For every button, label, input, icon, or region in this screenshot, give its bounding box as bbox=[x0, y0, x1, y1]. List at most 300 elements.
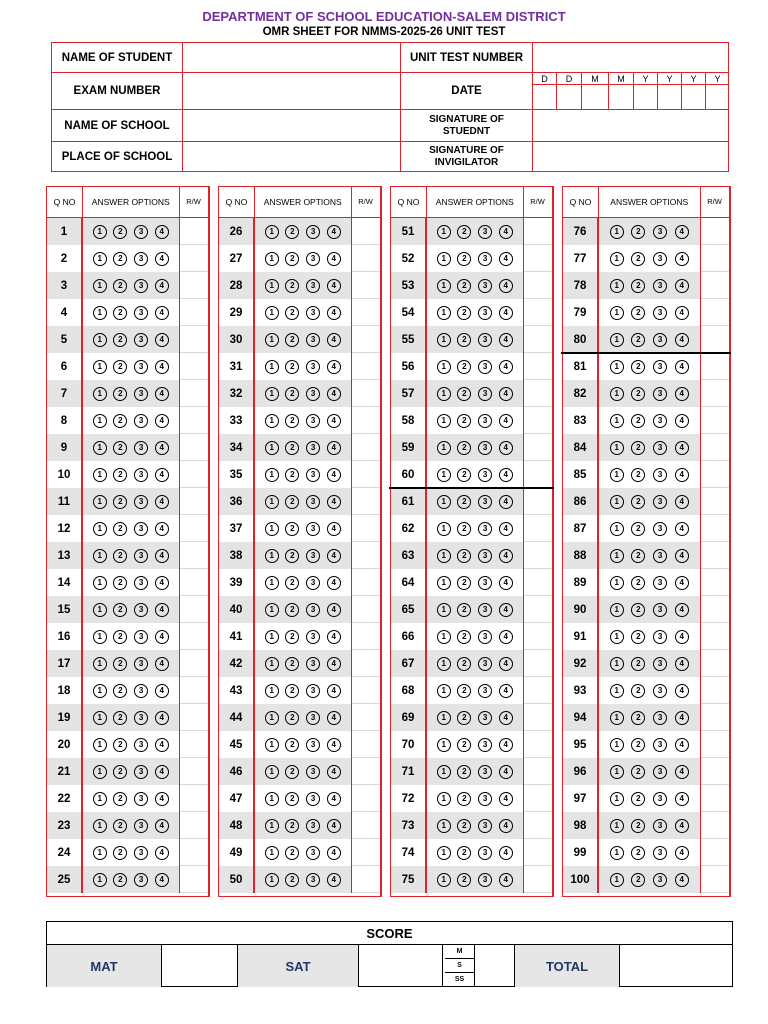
total-score-field[interactable] bbox=[620, 945, 733, 987]
option-bubble-1[interactable]: 1 bbox=[265, 441, 279, 455]
option-bubble-2[interactable]: 2 bbox=[457, 387, 471, 401]
option-bubble-3[interactable]: 3 bbox=[306, 684, 320, 698]
rw-box[interactable] bbox=[352, 731, 380, 758]
rw-box[interactable] bbox=[352, 299, 380, 326]
option-bubble-1[interactable]: 1 bbox=[610, 387, 624, 401]
option-bubble-2[interactable]: 2 bbox=[457, 441, 471, 455]
option-bubble-2[interactable]: 2 bbox=[457, 495, 471, 509]
option-bubble-1[interactable]: 1 bbox=[610, 468, 624, 482]
option-bubble-1[interactable]: 1 bbox=[93, 414, 107, 428]
option-bubble-4[interactable]: 4 bbox=[675, 441, 689, 455]
option-bubble-4[interactable]: 4 bbox=[327, 549, 341, 563]
option-bubble-4[interactable]: 4 bbox=[499, 630, 513, 644]
option-bubble-2[interactable]: 2 bbox=[285, 549, 299, 563]
rw-box[interactable] bbox=[701, 569, 729, 596]
option-bubble-2[interactable]: 2 bbox=[457, 333, 471, 347]
option-bubble-2[interactable]: 2 bbox=[285, 333, 299, 347]
option-bubble-1[interactable]: 1 bbox=[610, 441, 624, 455]
option-bubble-2[interactable]: 2 bbox=[631, 657, 645, 671]
option-bubble-2[interactable]: 2 bbox=[631, 846, 645, 860]
option-bubble-2[interactable]: 2 bbox=[457, 738, 471, 752]
rw-box[interactable] bbox=[352, 218, 380, 245]
option-bubble-3[interactable]: 3 bbox=[306, 441, 320, 455]
option-bubble-1[interactable]: 1 bbox=[265, 360, 279, 374]
option-bubble-3[interactable]: 3 bbox=[478, 792, 492, 806]
option-bubble-1[interactable]: 1 bbox=[437, 522, 451, 536]
option-bubble-4[interactable]: 4 bbox=[155, 630, 169, 644]
option-bubble-4[interactable]: 4 bbox=[499, 414, 513, 428]
option-bubble-2[interactable]: 2 bbox=[631, 306, 645, 320]
option-bubble-2[interactable]: 2 bbox=[113, 846, 127, 860]
rw-box[interactable] bbox=[180, 326, 208, 353]
option-bubble-4[interactable]: 4 bbox=[155, 495, 169, 509]
option-bubble-2[interactable]: 2 bbox=[113, 711, 127, 725]
rw-box[interactable] bbox=[701, 434, 729, 461]
option-bubble-4[interactable]: 4 bbox=[155, 819, 169, 833]
signature-student-field[interactable] bbox=[533, 110, 729, 142]
option-bubble-3[interactable]: 3 bbox=[134, 873, 148, 887]
option-bubble-3[interactable]: 3 bbox=[653, 306, 667, 320]
option-bubble-3[interactable]: 3 bbox=[653, 495, 667, 509]
option-bubble-3[interactable]: 3 bbox=[134, 252, 148, 266]
option-bubble-1[interactable]: 1 bbox=[265, 630, 279, 644]
option-bubble-3[interactable]: 3 bbox=[653, 657, 667, 671]
option-bubble-2[interactable]: 2 bbox=[631, 495, 645, 509]
option-bubble-1[interactable]: 1 bbox=[437, 225, 451, 239]
option-bubble-4[interactable]: 4 bbox=[499, 819, 513, 833]
option-bubble-4[interactable]: 4 bbox=[155, 306, 169, 320]
rw-box[interactable] bbox=[180, 407, 208, 434]
option-bubble-1[interactable]: 1 bbox=[265, 549, 279, 563]
rw-box[interactable] bbox=[352, 272, 380, 299]
option-bubble-4[interactable]: 4 bbox=[155, 468, 169, 482]
option-bubble-3[interactable]: 3 bbox=[134, 414, 148, 428]
option-bubble-4[interactable]: 4 bbox=[499, 792, 513, 806]
rw-box[interactable] bbox=[701, 407, 729, 434]
sat-score-field[interactable] bbox=[359, 945, 443, 987]
option-bubble-4[interactable]: 4 bbox=[327, 792, 341, 806]
rw-box[interactable] bbox=[352, 569, 380, 596]
rw-box[interactable] bbox=[352, 785, 380, 812]
option-bubble-1[interactable]: 1 bbox=[93, 711, 107, 725]
option-bubble-1[interactable]: 1 bbox=[93, 603, 107, 617]
option-bubble-1[interactable]: 1 bbox=[437, 387, 451, 401]
option-bubble-2[interactable]: 2 bbox=[457, 414, 471, 428]
date-digit-box[interactable] bbox=[634, 85, 658, 110]
option-bubble-1[interactable]: 1 bbox=[93, 576, 107, 590]
option-bubble-2[interactable]: 2 bbox=[113, 279, 127, 293]
rw-box[interactable] bbox=[701, 542, 729, 569]
option-bubble-4[interactable]: 4 bbox=[675, 765, 689, 779]
option-bubble-4[interactable]: 4 bbox=[675, 576, 689, 590]
option-bubble-4[interactable]: 4 bbox=[675, 738, 689, 752]
option-bubble-2[interactable]: 2 bbox=[631, 765, 645, 779]
option-bubble-4[interactable]: 4 bbox=[327, 738, 341, 752]
option-bubble-1[interactable]: 1 bbox=[93, 360, 107, 374]
date-digit-box[interactable] bbox=[557, 85, 582, 110]
rw-box[interactable] bbox=[701, 245, 729, 272]
option-bubble-3[interactable]: 3 bbox=[478, 576, 492, 590]
option-bubble-3[interactable]: 3 bbox=[134, 846, 148, 860]
rw-box[interactable] bbox=[180, 758, 208, 785]
option-bubble-2[interactable]: 2 bbox=[285, 873, 299, 887]
option-bubble-1[interactable]: 1 bbox=[610, 333, 624, 347]
option-bubble-2[interactable]: 2 bbox=[457, 576, 471, 590]
rw-box[interactable] bbox=[180, 542, 208, 569]
option-bubble-2[interactable]: 2 bbox=[285, 765, 299, 779]
option-bubble-3[interactable]: 3 bbox=[134, 306, 148, 320]
rw-box[interactable] bbox=[524, 488, 552, 515]
date-digit-box[interactable] bbox=[609, 85, 634, 110]
option-bubble-3[interactable]: 3 bbox=[653, 522, 667, 536]
option-bubble-4[interactable]: 4 bbox=[499, 522, 513, 536]
rw-box[interactable] bbox=[701, 812, 729, 839]
option-bubble-3[interactable]: 3 bbox=[134, 738, 148, 752]
option-bubble-4[interactable]: 4 bbox=[155, 414, 169, 428]
option-bubble-2[interactable]: 2 bbox=[631, 819, 645, 833]
option-bubble-4[interactable]: 4 bbox=[499, 711, 513, 725]
option-bubble-1[interactable]: 1 bbox=[93, 549, 107, 563]
rw-box[interactable] bbox=[524, 704, 552, 731]
rw-box[interactable] bbox=[180, 299, 208, 326]
option-bubble-2[interactable]: 2 bbox=[285, 522, 299, 536]
date-digit-box[interactable] bbox=[706, 85, 729, 110]
option-bubble-4[interactable]: 4 bbox=[675, 549, 689, 563]
option-bubble-2[interactable]: 2 bbox=[457, 306, 471, 320]
option-bubble-4[interactable]: 4 bbox=[499, 252, 513, 266]
option-bubble-1[interactable]: 1 bbox=[437, 495, 451, 509]
option-bubble-1[interactable]: 1 bbox=[437, 360, 451, 374]
option-bubble-3[interactable]: 3 bbox=[478, 765, 492, 779]
option-bubble-4[interactable]: 4 bbox=[327, 387, 341, 401]
option-bubble-3[interactable]: 3 bbox=[478, 306, 492, 320]
option-bubble-1[interactable]: 1 bbox=[610, 846, 624, 860]
option-bubble-2[interactable]: 2 bbox=[113, 549, 127, 563]
option-bubble-4[interactable]: 4 bbox=[327, 603, 341, 617]
option-bubble-3[interactable]: 3 bbox=[306, 657, 320, 671]
option-bubble-4[interactable]: 4 bbox=[499, 657, 513, 671]
option-bubble-1[interactable]: 1 bbox=[265, 306, 279, 320]
option-bubble-1[interactable]: 1 bbox=[437, 252, 451, 266]
option-bubble-3[interactable]: 3 bbox=[653, 873, 667, 887]
option-bubble-1[interactable]: 1 bbox=[265, 711, 279, 725]
option-bubble-1[interactable]: 1 bbox=[610, 225, 624, 239]
option-bubble-4[interactable]: 4 bbox=[675, 279, 689, 293]
option-bubble-3[interactable]: 3 bbox=[134, 819, 148, 833]
option-bubble-4[interactable]: 4 bbox=[675, 360, 689, 374]
rw-box[interactable] bbox=[180, 488, 208, 515]
rw-box[interactable] bbox=[180, 785, 208, 812]
option-bubble-3[interactable]: 3 bbox=[478, 441, 492, 455]
option-bubble-4[interactable]: 4 bbox=[499, 873, 513, 887]
option-bubble-4[interactable]: 4 bbox=[327, 360, 341, 374]
option-bubble-2[interactable]: 2 bbox=[113, 387, 127, 401]
option-bubble-3[interactable]: 3 bbox=[134, 765, 148, 779]
option-bubble-3[interactable]: 3 bbox=[478, 495, 492, 509]
option-bubble-2[interactable]: 2 bbox=[457, 792, 471, 806]
option-bubble-4[interactable]: 4 bbox=[155, 792, 169, 806]
option-bubble-2[interactable]: 2 bbox=[631, 279, 645, 293]
option-bubble-2[interactable]: 2 bbox=[285, 495, 299, 509]
rw-box[interactable] bbox=[352, 677, 380, 704]
option-bubble-3[interactable]: 3 bbox=[478, 738, 492, 752]
option-bubble-1[interactable]: 1 bbox=[265, 225, 279, 239]
rw-box[interactable] bbox=[701, 353, 729, 380]
option-bubble-4[interactable]: 4 bbox=[675, 333, 689, 347]
option-bubble-1[interactable]: 1 bbox=[610, 306, 624, 320]
option-bubble-4[interactable]: 4 bbox=[675, 792, 689, 806]
option-bubble-3[interactable]: 3 bbox=[478, 333, 492, 347]
rw-box[interactable] bbox=[352, 812, 380, 839]
option-bubble-1[interactable]: 1 bbox=[265, 468, 279, 482]
option-bubble-1[interactable]: 1 bbox=[265, 657, 279, 671]
option-bubble-3[interactable]: 3 bbox=[134, 333, 148, 347]
rw-box[interactable] bbox=[352, 623, 380, 650]
option-bubble-4[interactable]: 4 bbox=[155, 360, 169, 374]
option-bubble-3[interactable]: 3 bbox=[306, 279, 320, 293]
option-bubble-4[interactable]: 4 bbox=[327, 414, 341, 428]
option-bubble-4[interactable]: 4 bbox=[675, 603, 689, 617]
option-bubble-2[interactable]: 2 bbox=[285, 792, 299, 806]
rw-box[interactable] bbox=[701, 623, 729, 650]
option-bubble-1[interactable]: 1 bbox=[437, 684, 451, 698]
option-bubble-2[interactable]: 2 bbox=[457, 603, 471, 617]
option-bubble-3[interactable]: 3 bbox=[478, 684, 492, 698]
option-bubble-4[interactable]: 4 bbox=[327, 522, 341, 536]
option-bubble-1[interactable]: 1 bbox=[93, 873, 107, 887]
option-bubble-1[interactable]: 1 bbox=[265, 603, 279, 617]
option-bubble-4[interactable]: 4 bbox=[499, 765, 513, 779]
option-bubble-2[interactable]: 2 bbox=[285, 252, 299, 266]
option-bubble-4[interactable]: 4 bbox=[155, 333, 169, 347]
option-bubble-1[interactable]: 1 bbox=[610, 873, 624, 887]
option-bubble-4[interactable]: 4 bbox=[499, 576, 513, 590]
rw-box[interactable] bbox=[180, 650, 208, 677]
option-bubble-4[interactable]: 4 bbox=[155, 279, 169, 293]
option-bubble-4[interactable]: 4 bbox=[327, 684, 341, 698]
rw-box[interactable] bbox=[352, 380, 380, 407]
option-bubble-3[interactable]: 3 bbox=[306, 333, 320, 347]
rw-box[interactable] bbox=[524, 866, 552, 893]
option-bubble-4[interactable]: 4 bbox=[327, 279, 341, 293]
option-bubble-1[interactable]: 1 bbox=[437, 603, 451, 617]
rw-box[interactable] bbox=[524, 542, 552, 569]
option-bubble-1[interactable]: 1 bbox=[437, 711, 451, 725]
rw-box[interactable] bbox=[180, 245, 208, 272]
option-bubble-2[interactable]: 2 bbox=[113, 225, 127, 239]
option-bubble-3[interactable]: 3 bbox=[306, 495, 320, 509]
option-bubble-4[interactable]: 4 bbox=[155, 684, 169, 698]
option-bubble-4[interactable]: 4 bbox=[499, 387, 513, 401]
option-bubble-2[interactable]: 2 bbox=[457, 711, 471, 725]
rw-box[interactable] bbox=[352, 461, 380, 488]
rw-box[interactable] bbox=[524, 515, 552, 542]
option-bubble-3[interactable]: 3 bbox=[306, 225, 320, 239]
option-bubble-1[interactable]: 1 bbox=[265, 522, 279, 536]
mat-score-field[interactable] bbox=[162, 945, 238, 987]
rw-box[interactable] bbox=[352, 407, 380, 434]
option-bubble-1[interactable]: 1 bbox=[610, 252, 624, 266]
signature-invigilator-field[interactable] bbox=[533, 142, 729, 171]
option-bubble-3[interactable]: 3 bbox=[134, 468, 148, 482]
option-bubble-3[interactable]: 3 bbox=[306, 738, 320, 752]
option-bubble-3[interactable]: 3 bbox=[478, 252, 492, 266]
option-bubble-2[interactable]: 2 bbox=[113, 765, 127, 779]
option-bubble-2[interactable]: 2 bbox=[285, 711, 299, 725]
option-bubble-3[interactable]: 3 bbox=[306, 630, 320, 644]
option-bubble-4[interactable]: 4 bbox=[675, 711, 689, 725]
option-bubble-1[interactable]: 1 bbox=[93, 306, 107, 320]
option-bubble-4[interactable]: 4 bbox=[675, 252, 689, 266]
date-digit-box[interactable] bbox=[582, 85, 609, 110]
option-bubble-4[interactable]: 4 bbox=[675, 522, 689, 536]
rw-box[interactable] bbox=[180, 569, 208, 596]
rw-box[interactable] bbox=[180, 272, 208, 299]
option-bubble-3[interactable]: 3 bbox=[478, 549, 492, 563]
option-bubble-2[interactable]: 2 bbox=[631, 360, 645, 374]
option-bubble-3[interactable]: 3 bbox=[478, 414, 492, 428]
option-bubble-3[interactable]: 3 bbox=[306, 873, 320, 887]
rw-box[interactable] bbox=[180, 434, 208, 461]
rw-box[interactable] bbox=[524, 839, 552, 866]
option-bubble-4[interactable]: 4 bbox=[155, 711, 169, 725]
rw-box[interactable] bbox=[180, 596, 208, 623]
option-bubble-1[interactable]: 1 bbox=[265, 387, 279, 401]
option-bubble-2[interactable]: 2 bbox=[631, 468, 645, 482]
option-bubble-2[interactable]: 2 bbox=[285, 279, 299, 293]
rw-box[interactable] bbox=[352, 758, 380, 785]
option-bubble-3[interactable]: 3 bbox=[653, 819, 667, 833]
option-bubble-3[interactable]: 3 bbox=[653, 711, 667, 725]
option-bubble-4[interactable]: 4 bbox=[327, 333, 341, 347]
option-bubble-1[interactable]: 1 bbox=[437, 873, 451, 887]
option-bubble-3[interactable]: 3 bbox=[478, 630, 492, 644]
rw-box[interactable] bbox=[701, 704, 729, 731]
option-bubble-1[interactable]: 1 bbox=[265, 819, 279, 833]
option-bubble-3[interactable]: 3 bbox=[134, 279, 148, 293]
option-bubble-4[interactable]: 4 bbox=[155, 765, 169, 779]
option-bubble-2[interactable]: 2 bbox=[113, 360, 127, 374]
option-bubble-2[interactable]: 2 bbox=[113, 306, 127, 320]
option-bubble-3[interactable]: 3 bbox=[134, 225, 148, 239]
option-bubble-3[interactable]: 3 bbox=[134, 549, 148, 563]
option-bubble-3[interactable]: 3 bbox=[134, 657, 148, 671]
rw-box[interactable] bbox=[180, 677, 208, 704]
rw-box[interactable] bbox=[701, 272, 729, 299]
option-bubble-2[interactable]: 2 bbox=[285, 468, 299, 482]
option-bubble-4[interactable]: 4 bbox=[155, 657, 169, 671]
option-bubble-4[interactable]: 4 bbox=[499, 846, 513, 860]
option-bubble-1[interactable]: 1 bbox=[265, 495, 279, 509]
option-bubble-1[interactable]: 1 bbox=[265, 414, 279, 428]
rw-box[interactable] bbox=[524, 569, 552, 596]
option-bubble-1[interactable]: 1 bbox=[610, 765, 624, 779]
option-bubble-1[interactable]: 1 bbox=[610, 522, 624, 536]
option-bubble-2[interactable]: 2 bbox=[457, 684, 471, 698]
option-bubble-3[interactable]: 3 bbox=[478, 603, 492, 617]
option-bubble-1[interactable]: 1 bbox=[610, 279, 624, 293]
option-bubble-4[interactable]: 4 bbox=[675, 846, 689, 860]
option-bubble-3[interactable]: 3 bbox=[478, 873, 492, 887]
option-bubble-4[interactable]: 4 bbox=[155, 387, 169, 401]
option-bubble-3[interactable]: 3 bbox=[478, 225, 492, 239]
option-bubble-1[interactable]: 1 bbox=[265, 873, 279, 887]
option-bubble-1[interactable]: 1 bbox=[93, 765, 107, 779]
option-bubble-3[interactable]: 3 bbox=[306, 819, 320, 833]
option-bubble-4[interactable]: 4 bbox=[675, 657, 689, 671]
option-bubble-3[interactable]: 3 bbox=[653, 738, 667, 752]
option-bubble-4[interactable]: 4 bbox=[155, 603, 169, 617]
option-bubble-4[interactable]: 4 bbox=[499, 333, 513, 347]
option-bubble-3[interactable]: 3 bbox=[653, 333, 667, 347]
rw-box[interactable] bbox=[352, 650, 380, 677]
option-bubble-1[interactable]: 1 bbox=[93, 387, 107, 401]
option-bubble-1[interactable]: 1 bbox=[93, 819, 107, 833]
option-bubble-1[interactable]: 1 bbox=[610, 792, 624, 806]
option-bubble-2[interactable]: 2 bbox=[457, 873, 471, 887]
rw-box[interactable] bbox=[352, 488, 380, 515]
option-bubble-2[interactable]: 2 bbox=[457, 522, 471, 536]
rw-box[interactable] bbox=[701, 839, 729, 866]
option-bubble-1[interactable]: 1 bbox=[610, 576, 624, 590]
option-bubble-2[interactable]: 2 bbox=[285, 225, 299, 239]
rw-box[interactable] bbox=[524, 353, 552, 380]
option-bubble-2[interactable]: 2 bbox=[457, 468, 471, 482]
option-bubble-4[interactable]: 4 bbox=[155, 522, 169, 536]
rw-box[interactable] bbox=[180, 353, 208, 380]
option-bubble-2[interactable]: 2 bbox=[457, 360, 471, 374]
option-bubble-3[interactable]: 3 bbox=[134, 387, 148, 401]
rw-box[interactable] bbox=[180, 704, 208, 731]
option-bubble-4[interactable]: 4 bbox=[675, 819, 689, 833]
option-bubble-3[interactable]: 3 bbox=[306, 765, 320, 779]
option-bubble-3[interactable]: 3 bbox=[653, 549, 667, 563]
option-bubble-4[interactable]: 4 bbox=[327, 765, 341, 779]
rw-box[interactable] bbox=[701, 650, 729, 677]
option-bubble-1[interactable]: 1 bbox=[265, 684, 279, 698]
option-bubble-1[interactable]: 1 bbox=[437, 630, 451, 644]
option-bubble-1[interactable]: 1 bbox=[93, 225, 107, 239]
option-bubble-3[interactable]: 3 bbox=[478, 522, 492, 536]
rw-box[interactable] bbox=[352, 839, 380, 866]
option-bubble-3[interactable]: 3 bbox=[306, 522, 320, 536]
option-bubble-2[interactable]: 2 bbox=[285, 441, 299, 455]
option-bubble-4[interactable]: 4 bbox=[499, 603, 513, 617]
option-bubble-1[interactable]: 1 bbox=[93, 846, 107, 860]
option-bubble-3[interactable]: 3 bbox=[306, 387, 320, 401]
option-bubble-2[interactable]: 2 bbox=[285, 657, 299, 671]
option-bubble-3[interactable]: 3 bbox=[306, 252, 320, 266]
option-bubble-1[interactable]: 1 bbox=[437, 441, 451, 455]
option-bubble-1[interactable]: 1 bbox=[265, 738, 279, 752]
date-field[interactable] bbox=[533, 73, 729, 110]
option-bubble-1[interactable]: 1 bbox=[265, 279, 279, 293]
option-bubble-1[interactable]: 1 bbox=[93, 738, 107, 752]
option-bubble-3[interactable]: 3 bbox=[134, 360, 148, 374]
option-bubble-4[interactable]: 4 bbox=[155, 846, 169, 860]
option-bubble-2[interactable]: 2 bbox=[113, 738, 127, 752]
option-bubble-3[interactable]: 3 bbox=[478, 657, 492, 671]
option-bubble-4[interactable]: 4 bbox=[155, 225, 169, 239]
option-bubble-4[interactable]: 4 bbox=[327, 846, 341, 860]
option-bubble-3[interactable]: 3 bbox=[478, 387, 492, 401]
option-bubble-4[interactable]: 4 bbox=[675, 684, 689, 698]
option-bubble-2[interactable]: 2 bbox=[113, 333, 127, 347]
rw-box[interactable] bbox=[180, 731, 208, 758]
option-bubble-2[interactable]: 2 bbox=[631, 387, 645, 401]
option-bubble-1[interactable]: 1 bbox=[610, 630, 624, 644]
option-bubble-4[interactable]: 4 bbox=[499, 279, 513, 293]
